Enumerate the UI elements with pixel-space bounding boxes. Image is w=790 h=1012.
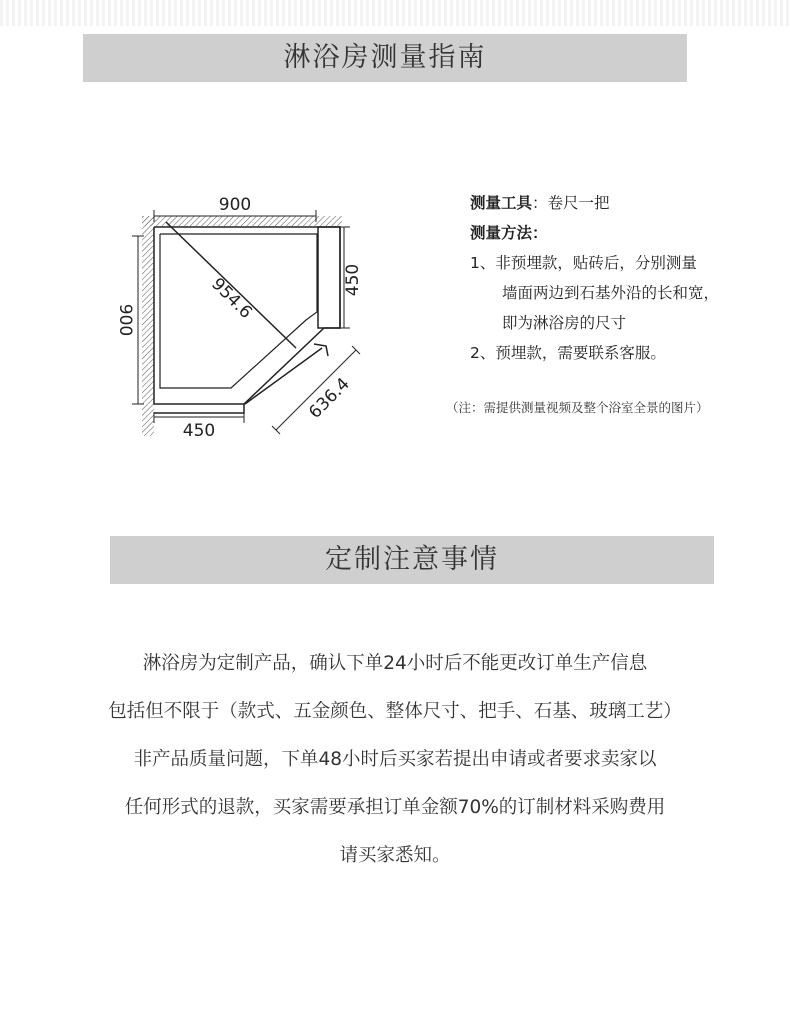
right-return-label: 450 — [343, 263, 363, 297]
step1-line3: 即为淋浴房的尺寸 — [502, 314, 627, 332]
step1-line2: 墙面两边到石基外沿的长和宽， — [502, 284, 720, 302]
door-width-label: 636.4 — [305, 374, 354, 423]
top-decorative-strip — [0, 0, 790, 26]
measurement-note: （注：需提供测量视频及整个浴室全景的图片） — [446, 400, 709, 415]
bottom-return-label: 450 — [182, 421, 216, 441]
measure-guide-banner: 淋浴房测量指南 — [83, 34, 687, 82]
top-wall-hatch — [142, 216, 342, 226]
notice-line-2: 包括但不限于（款式、五金颜色、整体尺寸、把手、石基、玻璃工艺） — [108, 701, 682, 722]
step1-line1: 1、非预埋款，贴砖后，分别测量 — [470, 254, 697, 272]
shower-room-diagram — [100, 180, 430, 460]
left-height-label: 900 — [115, 303, 135, 337]
right-return-panel — [318, 227, 340, 328]
left-wall-hatch — [142, 216, 154, 436]
diagonal-label: 954.6 — [207, 274, 256, 323]
tool-value: ：卷尺一把 — [532, 194, 610, 212]
method-label: 测量方法： — [470, 224, 548, 242]
tool-label: 测量工具 — [470, 194, 533, 212]
notice-line-5: 请买家悉知。 — [339, 845, 451, 866]
custom-notice-banner: 定制注意事情 — [110, 536, 714, 584]
notice-line-1: 淋浴房为定制产品，确认下单24小时后不能更改订单生产信息 — [142, 653, 648, 674]
custom-notice-text — [0, 640, 790, 880]
notice-line-3: 非产品质量问题，下单48小时后买家若提出申请或者要求卖家以 — [133, 749, 657, 770]
measurement-info — [470, 188, 785, 368]
notice-line-4: 任何形式的退款，买家需要承担订单金额70%的订制材料采购费用 — [124, 797, 666, 818]
top-width-label: 900 — [218, 195, 252, 215]
step2-line: 2、预埋款，需要联系客服。 — [470, 344, 666, 362]
tool-row — [470, 188, 785, 218]
